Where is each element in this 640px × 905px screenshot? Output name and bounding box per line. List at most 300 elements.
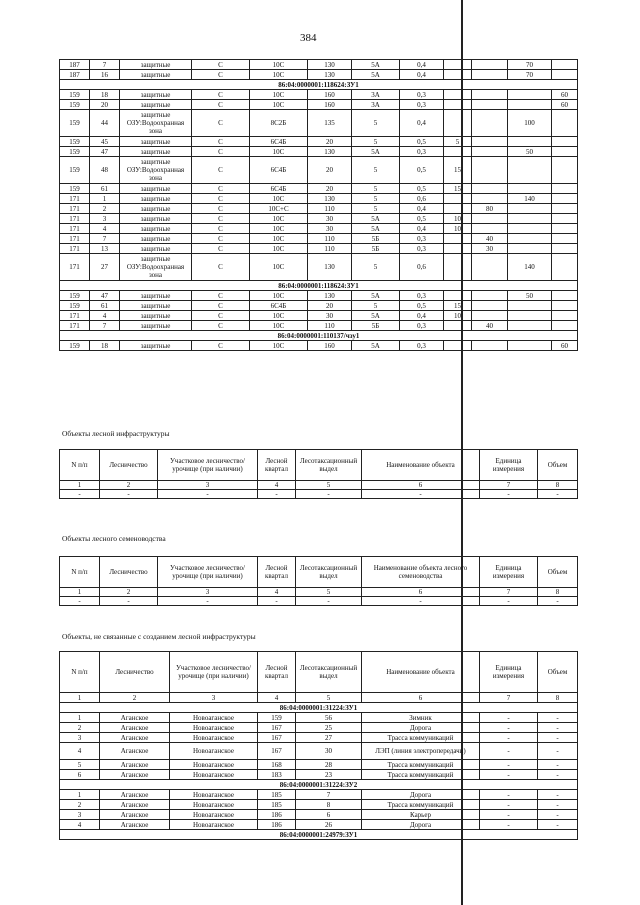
table-row xyxy=(60,184,578,194)
table-cell: 4 xyxy=(60,743,100,760)
table-cell: 5Б xyxy=(352,321,400,331)
table-cell: Новоаганское xyxy=(170,733,258,743)
table-cell: - xyxy=(538,490,578,499)
table-cell: защитные xyxy=(120,341,192,351)
table-cell xyxy=(444,341,472,351)
table-cell: 186 xyxy=(258,820,296,830)
section-caption-non-infrastructure: Объекты, не связанные с созданием лесной инфраструктуры xyxy=(62,632,256,641)
table-cell: 30 xyxy=(308,311,352,321)
table-cell: 171 xyxy=(60,321,90,331)
table-cell: 7 xyxy=(90,234,120,244)
group-row xyxy=(60,281,578,291)
table-cell: 171 xyxy=(60,254,90,281)
table-cell: С xyxy=(192,60,250,70)
table-cell: С xyxy=(192,244,250,254)
table-cell: защитные xyxy=(120,244,192,254)
table-row xyxy=(60,291,578,301)
column-header: Единица измерения xyxy=(480,652,538,693)
table-cell: 100 xyxy=(508,110,552,137)
table-cell: 0,3 xyxy=(400,100,444,110)
table-cell: Новоаганское xyxy=(170,820,258,830)
table-cell: Аганское xyxy=(100,733,170,743)
table-cell: - xyxy=(480,760,538,770)
table-cell xyxy=(508,137,552,147)
table-row xyxy=(60,800,578,810)
column-number: 8 xyxy=(538,588,578,597)
column-number: 8 xyxy=(538,693,578,703)
table-cell: 130 xyxy=(308,147,352,157)
table-cell xyxy=(472,90,508,100)
table-cell: защитные xyxy=(120,137,192,147)
table-cell: 23 xyxy=(296,770,362,780)
table-cell xyxy=(472,291,508,301)
table-cell: 110 xyxy=(308,234,352,244)
table-row xyxy=(60,234,578,244)
column-number: 2 xyxy=(100,588,158,597)
table-cell: 5А xyxy=(352,70,400,80)
table-cell: - xyxy=(362,490,480,499)
table-cell: 187 xyxy=(60,70,90,80)
table-cell: - xyxy=(296,597,362,606)
table-cell xyxy=(552,234,578,244)
table-row xyxy=(60,147,578,157)
table-cell: С xyxy=(192,184,250,194)
table-cell: защитные xyxy=(120,90,192,100)
table-cell: 5 xyxy=(352,137,400,147)
table-row xyxy=(60,194,578,204)
table-cell: защитные xyxy=(120,234,192,244)
cadastral-number: 86:04:0000001:118624:ЗУ1 xyxy=(60,80,578,90)
table-cell: 5А xyxy=(352,60,400,70)
table-cell xyxy=(444,204,472,214)
table-cell xyxy=(552,147,578,157)
table-cell: Трасса коммуникаций xyxy=(362,800,480,810)
table-cell xyxy=(508,244,552,254)
table-cell: 80 xyxy=(472,204,508,214)
table-cell: 20 xyxy=(308,157,352,184)
table-cell: 171 xyxy=(60,224,90,234)
table-cell xyxy=(472,224,508,234)
table-cell: 0,3 xyxy=(400,341,444,351)
table-cell: защитные xyxy=(120,214,192,224)
table-cell xyxy=(472,184,508,194)
table-cell: 50 xyxy=(508,147,552,157)
table-cell: 4 xyxy=(90,311,120,321)
table-cell: защитные xyxy=(120,204,192,214)
table-cell: защитные xyxy=(120,311,192,321)
table-cell: 26 xyxy=(296,820,362,830)
table-cell xyxy=(444,244,472,254)
table-cell: Аганское xyxy=(100,770,170,780)
table-cell: Новоаганское xyxy=(170,790,258,800)
column-header: Участковое лесничество/урочище (при наличии) xyxy=(170,652,258,693)
table-cell: 20 xyxy=(90,100,120,110)
table-cell: 3 xyxy=(60,733,100,743)
table-cell: 5 xyxy=(352,194,400,204)
forest-plot-table xyxy=(59,59,578,351)
table-cell: 0,4 xyxy=(400,70,444,80)
table-cell: 183 xyxy=(258,770,296,780)
table-cell: Трасса коммуникаций xyxy=(362,733,480,743)
table-row xyxy=(60,723,578,733)
infrastructure-table xyxy=(59,449,578,499)
table-cell: 10С+С xyxy=(250,204,308,214)
table-cell: 10 xyxy=(444,224,472,234)
table-cell: 0,5 xyxy=(400,157,444,184)
column-number: 1 xyxy=(60,481,100,490)
column-number: 3 xyxy=(158,588,258,597)
table-cell: 10С xyxy=(250,254,308,281)
column-header: Лесотаксационный выдел xyxy=(296,557,362,588)
table-cell: 5А xyxy=(352,341,400,351)
table-cell: 159 xyxy=(60,147,90,157)
table-cell: 0,3 xyxy=(400,321,444,331)
table-cell xyxy=(472,70,508,80)
table-cell: 6 xyxy=(60,770,100,780)
table-cell: С xyxy=(192,214,250,224)
table-cell: 10С xyxy=(250,311,308,321)
column-number: 7 xyxy=(480,693,538,703)
column-number: 2 xyxy=(100,481,158,490)
table-cell: защитные xyxy=(120,147,192,157)
table-cell: 40 xyxy=(472,321,508,331)
table-cell: 159 xyxy=(60,137,90,147)
table-cell: Новоаганское xyxy=(170,713,258,723)
table-cell: 5А xyxy=(352,224,400,234)
table-cell: 185 xyxy=(258,790,296,800)
table-row xyxy=(60,60,578,70)
column-number: 5 xyxy=(296,588,362,597)
table-cell: - xyxy=(538,810,578,820)
table-cell: 10С xyxy=(250,147,308,157)
table-cell xyxy=(508,234,552,244)
table-cell: 25 xyxy=(296,723,362,733)
table-row xyxy=(60,224,578,234)
table-cell: 0,5 xyxy=(400,214,444,224)
table-cell xyxy=(472,301,508,311)
group-row xyxy=(60,80,578,90)
table-cell: С xyxy=(192,157,250,184)
table-cell xyxy=(472,341,508,351)
table-cell: - xyxy=(296,490,362,499)
table-row xyxy=(60,254,578,281)
table-cell: 159 xyxy=(60,90,90,100)
table-row xyxy=(60,713,578,723)
table-cell: 130 xyxy=(308,60,352,70)
column-header: Наименование объекта лесного семеноводства xyxy=(362,557,480,588)
table-cell: Аганское xyxy=(100,760,170,770)
column-header: Наименование объекта xyxy=(362,652,480,693)
table-cell xyxy=(472,254,508,281)
table-cell: 0,3 xyxy=(400,244,444,254)
table-row xyxy=(60,733,578,743)
table-cell: 0,6 xyxy=(400,194,444,204)
group-row xyxy=(60,780,578,790)
table-cell: 0,4 xyxy=(400,311,444,321)
column-number: 3 xyxy=(170,693,258,703)
column-number: 4 xyxy=(258,588,296,597)
table-cell: 60 xyxy=(552,100,578,110)
column-number: 5 xyxy=(296,481,362,490)
table-cell: 10С xyxy=(250,291,308,301)
table-cell: 48 xyxy=(90,157,120,184)
table-cell: 56 xyxy=(296,713,362,723)
table-cell xyxy=(444,90,472,100)
table-cell: Аганское xyxy=(100,723,170,733)
table-cell xyxy=(472,110,508,137)
table-cell: 44 xyxy=(90,110,120,137)
table-cell: защитные xyxy=(120,224,192,234)
table-cell: - xyxy=(538,733,578,743)
table-cell xyxy=(552,311,578,321)
table-cell: защитные ОЗУ:Водоохранная зона xyxy=(120,110,192,137)
table-cell: 6С4Б xyxy=(250,157,308,184)
table-row xyxy=(60,70,578,80)
table-cell: 5Б xyxy=(352,244,400,254)
table-cell: 5 xyxy=(60,760,100,770)
table-row xyxy=(60,301,578,311)
table-cell: Карьер xyxy=(362,810,480,820)
column-number: 5 xyxy=(296,693,362,703)
table-row xyxy=(60,90,578,100)
column-header: N п/п xyxy=(60,450,100,481)
table-cell: 110 xyxy=(308,204,352,214)
table-cell: - xyxy=(538,790,578,800)
table-cell: - xyxy=(158,597,258,606)
table-cell: защитные xyxy=(120,291,192,301)
table-cell: 10С xyxy=(250,70,308,80)
table-cell: Аганское xyxy=(100,713,170,723)
table-cell: С xyxy=(192,341,250,351)
table-cell: Новоаганское xyxy=(170,760,258,770)
table-cell: 187 xyxy=(60,60,90,70)
table-cell: 159 xyxy=(60,100,90,110)
column-number: 6 xyxy=(362,588,480,597)
table-cell: 0,4 xyxy=(400,110,444,137)
table-cell: ЛЭП (линия электропередачи) xyxy=(362,743,480,760)
group-row xyxy=(60,331,578,341)
table-cell: 20 xyxy=(308,137,352,147)
cadastral-number: 86:04:0000001:31224:ЗУ1 xyxy=(60,703,578,713)
table-cell: Новоаганское xyxy=(170,810,258,820)
table-cell: Новоаганское xyxy=(170,743,258,760)
table-cell: С xyxy=(192,311,250,321)
table-cell: С xyxy=(192,90,250,100)
column-header: Единица измерения xyxy=(480,557,538,588)
table-cell: 3 xyxy=(90,214,120,224)
table-cell: 130 xyxy=(308,291,352,301)
table-cell: 6 xyxy=(296,810,362,820)
table-row xyxy=(60,110,578,137)
column-number: 1 xyxy=(60,693,100,703)
table-cell: 10С xyxy=(250,60,308,70)
non-infrastructure-table xyxy=(59,651,578,840)
table-cell: Новоаганское xyxy=(170,723,258,733)
table-cell xyxy=(508,214,552,224)
column-header: Лесничество xyxy=(100,557,158,588)
table-cell: 0,6 xyxy=(400,254,444,281)
table-cell: 0,5 xyxy=(400,184,444,194)
table-cell: 0,3 xyxy=(400,234,444,244)
table-cell: 30 xyxy=(296,743,362,760)
table-cell: - xyxy=(480,597,538,606)
table-cell: 10С xyxy=(250,214,308,224)
table-cell: - xyxy=(100,490,158,499)
table-cell xyxy=(552,321,578,331)
table-cell xyxy=(508,157,552,184)
table-cell: 135 xyxy=(308,110,352,137)
column-number: 4 xyxy=(258,693,296,703)
group-row xyxy=(60,830,578,840)
table-cell: защитные xyxy=(120,70,192,80)
table-cell: 159 xyxy=(258,713,296,723)
table-cell: защитные xyxy=(120,194,192,204)
table-row xyxy=(60,770,578,780)
table-cell: 1 xyxy=(90,194,120,204)
table-cell: - xyxy=(480,743,538,760)
table-cell xyxy=(508,204,552,214)
column-number: 8 xyxy=(538,481,578,490)
table-cell: защитные xyxy=(120,100,192,110)
table-cell xyxy=(508,184,552,194)
table-cell: 27 xyxy=(296,733,362,743)
table-cell: 140 xyxy=(508,254,552,281)
table-cell: 5 xyxy=(352,204,400,214)
table-cell: 110 xyxy=(308,321,352,331)
table-cell: 47 xyxy=(90,291,120,301)
table-cell xyxy=(472,157,508,184)
column-header: Лесничество xyxy=(100,652,170,693)
table-cell: 171 xyxy=(60,311,90,321)
table-cell xyxy=(552,214,578,224)
table-cell xyxy=(552,224,578,234)
table-cell: С xyxy=(192,110,250,137)
table-cell xyxy=(552,70,578,80)
table-cell: 10С xyxy=(250,244,308,254)
table-cell: - xyxy=(480,800,538,810)
column-header: Объем xyxy=(538,557,578,588)
table-cell xyxy=(508,224,552,234)
table-cell: 3 xyxy=(60,810,100,820)
table-cell: Аганское xyxy=(100,743,170,760)
table-cell: 5 xyxy=(352,301,400,311)
table-cell: 15 xyxy=(444,184,472,194)
table-cell xyxy=(444,147,472,157)
table-cell: 0,5 xyxy=(400,301,444,311)
table-cell: 160 xyxy=(308,90,352,100)
table-cell: защитные xyxy=(120,301,192,311)
table-row xyxy=(60,321,578,331)
table-cell: защитные ОЗУ:Водоохранная зона xyxy=(120,254,192,281)
table-cell: 5Б xyxy=(352,234,400,244)
table-cell: Аганское xyxy=(100,810,170,820)
table-cell: 130 xyxy=(308,70,352,80)
column-number: 7 xyxy=(480,481,538,490)
table-row xyxy=(60,760,578,770)
table-cell: 27 xyxy=(90,254,120,281)
column-header: Объем xyxy=(538,450,578,481)
table-row xyxy=(60,100,578,110)
table-cell: - xyxy=(480,810,538,820)
table-cell: - xyxy=(480,733,538,743)
table-cell: 5А xyxy=(352,147,400,157)
table-cell: С xyxy=(192,147,250,157)
table-cell xyxy=(552,137,578,147)
table-row xyxy=(60,790,578,800)
column-header: Лесотаксационный выдел xyxy=(296,652,362,693)
table-cell: 10С xyxy=(250,224,308,234)
table-cell: С xyxy=(192,291,250,301)
table-cell: 159 xyxy=(60,110,90,137)
table-cell: 159 xyxy=(60,157,90,184)
table-cell: 3А xyxy=(352,100,400,110)
table-cell: 6С4Б xyxy=(250,184,308,194)
table-cell: 159 xyxy=(60,301,90,311)
table-cell: Аганское xyxy=(100,800,170,810)
table-cell: 7 xyxy=(90,60,120,70)
table-cell: 10С xyxy=(250,100,308,110)
table-cell: 10С xyxy=(250,341,308,351)
table-cell: С xyxy=(192,224,250,234)
table-row xyxy=(60,137,578,147)
table-cell: 10С xyxy=(250,234,308,244)
table-cell: 185 xyxy=(258,800,296,810)
column-number: 6 xyxy=(362,481,480,490)
table-cell: - xyxy=(538,800,578,810)
table-cell: 4 xyxy=(60,820,100,830)
table-cell: 5А xyxy=(352,214,400,224)
table-cell: 13 xyxy=(90,244,120,254)
table-cell: 5 xyxy=(352,184,400,194)
table-cell: 160 xyxy=(308,341,352,351)
table-cell: 5А xyxy=(352,311,400,321)
table-cell: 4 xyxy=(90,224,120,234)
table-cell xyxy=(552,301,578,311)
table-cell: 0,3 xyxy=(400,90,444,100)
table-cell: 15 xyxy=(444,157,472,184)
column-header: Единица измерения xyxy=(480,450,538,481)
table-cell: С xyxy=(192,301,250,311)
table-cell: Аганское xyxy=(100,790,170,800)
column-header: Лесотаксационный выдел xyxy=(296,450,362,481)
table-cell: 50 xyxy=(508,291,552,301)
column-header: Лесной квартал xyxy=(258,557,296,588)
table-cell xyxy=(508,301,552,311)
table-cell: - xyxy=(480,790,538,800)
table-cell: Новоаганское xyxy=(170,800,258,810)
table-cell: - xyxy=(538,723,578,733)
column-number: 4 xyxy=(258,481,296,490)
table-cell: защитные xyxy=(120,184,192,194)
table-cell: 30 xyxy=(308,214,352,224)
table-cell: 5 xyxy=(352,254,400,281)
table-cell: С xyxy=(192,100,250,110)
table-cell: 18 xyxy=(90,341,120,351)
table-cell: С xyxy=(192,70,250,80)
table-cell: 0,3 xyxy=(400,291,444,301)
table-cell: - xyxy=(538,820,578,830)
table-cell xyxy=(552,110,578,137)
table-cell: С xyxy=(192,254,250,281)
table-cell xyxy=(444,60,472,70)
table-cell: С xyxy=(192,234,250,244)
table-cell: 168 xyxy=(258,760,296,770)
table-cell: С xyxy=(192,204,250,214)
table-cell: 2 xyxy=(60,723,100,733)
table-cell xyxy=(444,291,472,301)
table-cell xyxy=(508,90,552,100)
table-cell: 2 xyxy=(90,204,120,214)
